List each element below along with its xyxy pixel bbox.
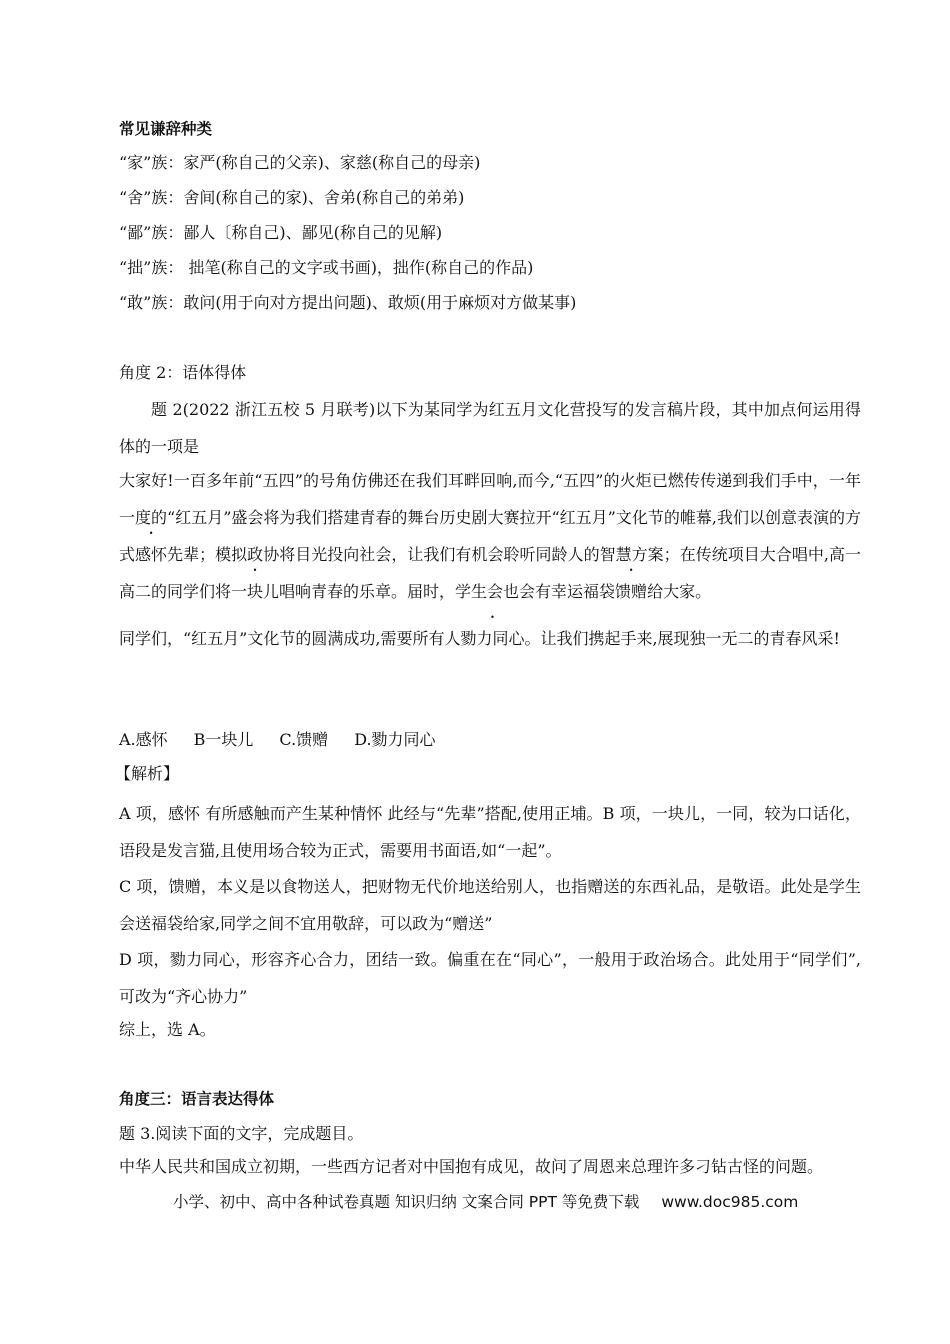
humble-term-item: “敢”族：敢问(用于向对方提出问题)、敢烦(用于麻烦对方做某事) (119, 293, 577, 312)
option-c: C.馈赠 (279, 730, 329, 749)
question-2-prompt: 题 2(2022 浙江五校 5 月联考)以下为某同学为红五月文化营投写的发言稿片段，其中加点何运用得体的一项是 (119, 400, 861, 456)
humble-term-item: “拙”族： 拙笔(称自己的文字或书画)，拙作(称自己的作品) (119, 258, 534, 277)
passage-text: 唱响青春的乐章。届时，学生会也会有幸运福袋 (279, 582, 616, 601)
analysis-label: 【解析】 (115, 764, 180, 783)
humble-term-item: “舍”族：舍间(称自己的家)、舍弟(称自己的弟弟) (119, 188, 465, 207)
answer-options (119, 728, 462, 752)
passage-text: 给大家。 (647, 582, 712, 601)
footer-text: 小学、初中、高中各种试卷真题 知识归纳 文案合同 PPT 等免费下载 (173, 1193, 640, 1211)
analysis-paragraph: D 项，勠力同心，形容齐心合力，团结一致。偏重在在“同心”，一般用于政治场合。此处用于“同学们”,可改为“齐心协力” (119, 950, 861, 1006)
section1-heading: 常见谦辞种类 (119, 120, 213, 138)
speech-passage-1 (119, 462, 861, 610)
dotted-term-1: 感怀 (135, 545, 168, 564)
passage-text: 大家好!一百多年前“五四”的号角仿佛还在我们耳畔回响,而今,“五四”的火炬已燃传传递到我们手中，一年一度的“红五月”盛会将为我们搭建青春的舞台历史剧大赛拉开“红五月”文化节的帷幕,我们以创意表演的方式 (119, 471, 861, 564)
speech-passage-2 (119, 620, 861, 657)
option-a: A.感怀 (119, 730, 168, 749)
question-3-passage: 中华人民共和国成立初期，一些西方记者对中国抱有成见，故问了周恩来总理许多刁钻古怪的问题。 (119, 1157, 824, 1176)
passage-text: 同学们，“红五月”文化节的圆满成功,需要所有人 (119, 629, 461, 648)
section2-heading: 角度 2：语体得体 (119, 363, 247, 382)
option-d: D.勠力同心 (354, 730, 436, 749)
passage-text: 。让我们携起手来,展现独一无二的青春风采! (524, 629, 840, 648)
humble-term-item: “鄙”族：鄙人〔称自己)、鄙见(称自己的见解) (119, 223, 443, 242)
analysis-paragraph: C 项，馈赠，本义是以食物送人，把财物无代价地送给别人，也指赠送的东西礼品，是敬语。此处是学生会送福袋给家,同学之间不宜用敬辞，可以政为“赠送” (119, 877, 861, 933)
passage-text: 先辈；模拟政协将目光投向社会，让我们有机会聆听同龄人的智慧方案；在传统项目大合唱中,高一高二的同学们将 (119, 545, 861, 601)
dotted-term-3: 馈赠 (615, 582, 648, 601)
question-2-text (119, 391, 861, 465)
footer-link[interactable]: www.doc985.com (661, 1193, 799, 1211)
question-3-prompt: 题 3.阅读下面的文字，完成题目。 (119, 1124, 364, 1143)
dotted-term-4: 勠力同心 (460, 629, 525, 648)
dotted-term-2: 一块儿 (231, 582, 280, 601)
section3-heading: 角度三：语言表达得体 (119, 1090, 275, 1108)
option-b: B一块儿 (193, 730, 254, 749)
analysis-paragraph: A 项，感怀 有所感触而产生某种情怀 此经与“先辈”搭配,使用正埔。B 项，一块儿，一同，较为口话化，语段是发言猫,且使用场合较为正式，需要用书面语,如“一起”。 (119, 804, 861, 860)
humble-term-item: “家”族：家严(称自己的父亲)、家慈(称自己的母亲) (119, 153, 481, 172)
page-footer (173, 1190, 798, 1214)
analysis-conclusion: 综上，选 A。 (119, 1020, 216, 1039)
